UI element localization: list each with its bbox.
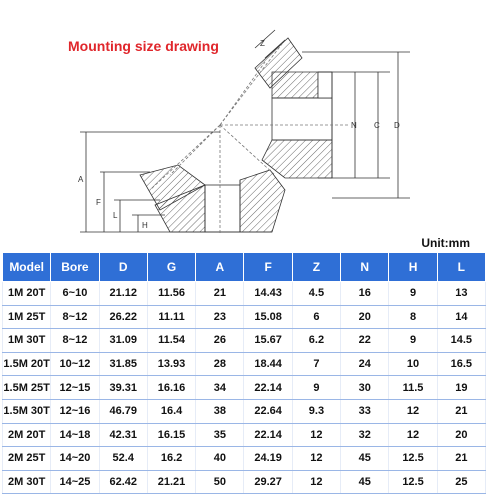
cell-a: 21 (196, 282, 244, 306)
cell-bore: 8~12 (51, 305, 99, 329)
table-row (3, 447, 486, 471)
cell-model: 1M 20T (3, 282, 51, 306)
cell-l: 21 (437, 447, 485, 471)
cell-g: 11.54 (147, 329, 195, 353)
cell-g: 11.56 (147, 282, 195, 306)
cell-z: 7 (292, 352, 340, 376)
cell-l: 14 (437, 305, 485, 329)
cell-f: 14.43 (244, 282, 292, 306)
table-row (3, 423, 486, 447)
cell-a: 38 (196, 399, 244, 423)
cell-a: 28 (196, 352, 244, 376)
cell-a: 50 (196, 470, 244, 494)
cell-f: 29.27 (244, 470, 292, 494)
cell-g: 16.15 (147, 423, 195, 447)
header-f: F (244, 253, 292, 282)
header-a: A (196, 253, 244, 282)
cell-d: 39.31 (99, 376, 147, 400)
cell-d: 52.4 (99, 447, 147, 471)
cell-f: 24.19 (244, 447, 292, 471)
cell-f: 15.67 (244, 329, 292, 353)
table-row (3, 399, 486, 423)
unit-label: Unit:mm (421, 236, 470, 250)
label-c: C (374, 121, 380, 130)
lower-gear-bore (205, 185, 240, 232)
cell-bore: 14~18 (51, 423, 99, 447)
header-n: N (341, 253, 389, 282)
cell-h: 10 (389, 352, 437, 376)
lower-gear-hub-right (240, 170, 285, 232)
cell-z: 4.5 (292, 282, 340, 306)
cell-z: 12 (292, 447, 340, 471)
cell-n: 45 (341, 470, 389, 494)
header-l: L (437, 253, 485, 282)
cell-f: 22.14 (244, 423, 292, 447)
cell-n: 20 (341, 305, 389, 329)
mounting-drawing (0, 0, 488, 240)
cell-a: 35 (196, 423, 244, 447)
cell-model: 2M 25T (3, 447, 51, 471)
cell-d: 46.79 (99, 399, 147, 423)
cell-g: 16.16 (147, 376, 195, 400)
cell-z: 6 (292, 305, 340, 329)
cell-z: 12 (292, 423, 340, 447)
cell-l: 25 (437, 470, 485, 494)
cell-model: 1.5M 25T (3, 376, 51, 400)
cell-f: 15.08 (244, 305, 292, 329)
cell-a: 23 (196, 305, 244, 329)
cell-bore: 8~12 (51, 329, 99, 353)
cell-n: 24 (341, 352, 389, 376)
label-a: A (78, 175, 84, 184)
cell-g: 13.93 (147, 352, 195, 376)
table-row (3, 282, 486, 306)
cell-bore: 6~10 (51, 282, 99, 306)
cell-h: 11.5 (389, 376, 437, 400)
cell-bore: 14~20 (51, 447, 99, 471)
drawing-title: Mounting size drawing (68, 38, 219, 54)
cell-l: 19 (437, 376, 485, 400)
header-bore: Bore (51, 253, 99, 282)
table-row (3, 352, 486, 376)
header-model: Model (3, 253, 51, 282)
cell-d: 31.09 (99, 329, 147, 353)
label-d: D (394, 121, 400, 130)
cell-l: 14.5 (437, 329, 485, 353)
cell-model: 1M 30T (3, 329, 51, 353)
table-header-row (3, 253, 486, 282)
cell-f: 22.14 (244, 376, 292, 400)
cell-n: 16 (341, 282, 389, 306)
cell-bore: 10~12 (51, 352, 99, 376)
cell-g: 21.21 (147, 470, 195, 494)
header-h: H (389, 253, 437, 282)
label-n: N (351, 121, 357, 130)
cell-n: 30 (341, 376, 389, 400)
cell-z: 12 (292, 470, 340, 494)
cell-d: 62.42 (99, 470, 147, 494)
cell-d: 21.12 (99, 282, 147, 306)
cell-d: 42.31 (99, 423, 147, 447)
table-row (3, 376, 486, 400)
cell-h: 12.5 (389, 470, 437, 494)
cell-model: 1M 25T (3, 305, 51, 329)
cell-n: 22 (341, 329, 389, 353)
cell-f: 22.64 (244, 399, 292, 423)
cell-l: 21 (437, 399, 485, 423)
cell-h: 12.5 (389, 447, 437, 471)
cell-bore: 12~16 (51, 399, 99, 423)
cell-model: 2M 20T (3, 423, 51, 447)
cell-z: 9 (292, 376, 340, 400)
cell-l: 13 (437, 282, 485, 306)
cell-h: 12 (389, 399, 437, 423)
cell-bore: 12~15 (51, 376, 99, 400)
cell-model: 1.5M 20T (3, 352, 51, 376)
cell-l: 20 (437, 423, 485, 447)
label-l: L (113, 211, 118, 220)
size-table (2, 252, 486, 494)
cell-model: 2M 30T (3, 470, 51, 494)
cell-n: 33 (341, 399, 389, 423)
cell-d: 26.22 (99, 305, 147, 329)
cell-bore: 14~25 (51, 470, 99, 494)
cell-h: 12 (389, 423, 437, 447)
cell-n: 32 (341, 423, 389, 447)
cell-f: 18.44 (244, 352, 292, 376)
header-g: G (147, 253, 195, 282)
cell-n: 45 (341, 447, 389, 471)
table-row (3, 305, 486, 329)
cell-l: 16.5 (437, 352, 485, 376)
cell-z: 6.2 (292, 329, 340, 353)
header-d: D (99, 253, 147, 282)
label-f: F (96, 198, 101, 207)
cell-h: 9 (389, 329, 437, 353)
cell-model: 1.5M 30T (3, 399, 51, 423)
cell-h: 9 (389, 282, 437, 306)
cell-a: 26 (196, 329, 244, 353)
cell-g: 11.11 (147, 305, 195, 329)
cell-a: 34 (196, 376, 244, 400)
cell-g: 16.4 (147, 399, 195, 423)
cell-g: 16.2 (147, 447, 195, 471)
cell-a: 40 (196, 447, 244, 471)
cell-z: 9.3 (292, 399, 340, 423)
cell-h: 8 (389, 305, 437, 329)
header-z: Z (292, 253, 340, 282)
cell-d: 31.85 (99, 352, 147, 376)
upper-gear-hub-top (272, 72, 318, 98)
table-row (3, 470, 486, 494)
label-h: H (142, 221, 148, 230)
table-row (3, 329, 486, 353)
label-z: Z (260, 39, 265, 48)
upper-gear-bore (272, 98, 332, 140)
